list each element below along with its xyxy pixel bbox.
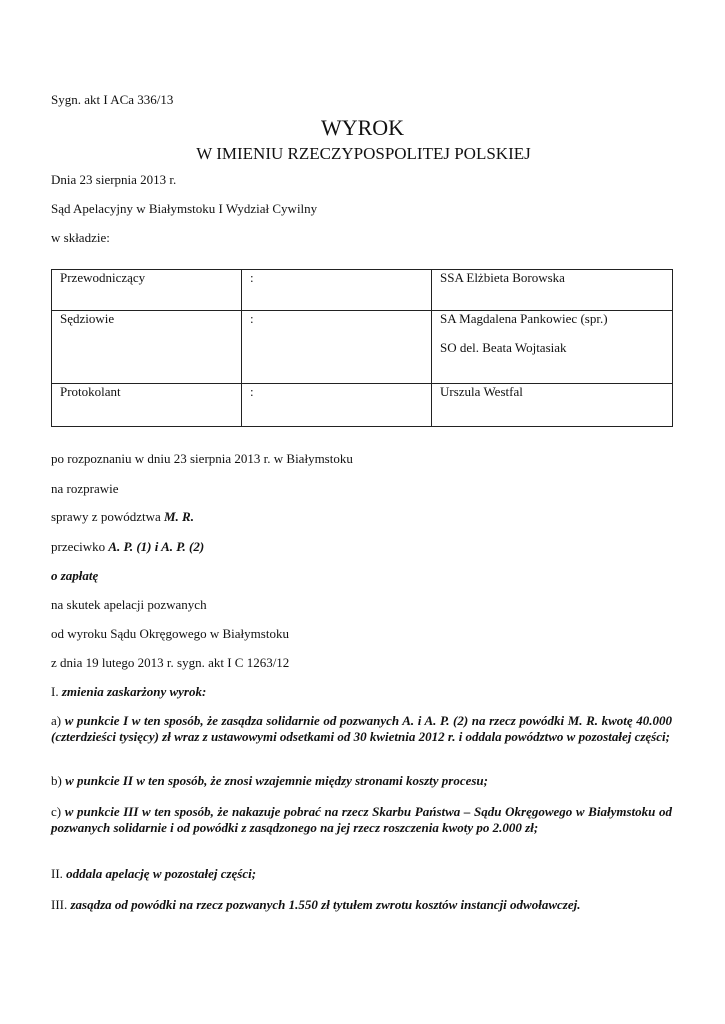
panel-role: Sędziowie — [52, 311, 242, 384]
panel-row — [52, 384, 673, 427]
panel-names — [432, 311, 673, 384]
panel-names — [432, 384, 673, 427]
panel-names — [432, 270, 673, 311]
ruling-number: c) — [51, 804, 65, 819]
panel-separator: : — [242, 270, 432, 311]
panel-table — [51, 269, 673, 427]
case-number: Sygn. akt I ACa 336/13 — [51, 92, 174, 107]
ruling-point-3 — [51, 897, 672, 913]
ruling-text: zmienia zaskarżony wyrok: — [61, 684, 207, 699]
ruling-number: II. — [51, 866, 67, 881]
defendants-names: A. P. (1) i A. P. (2) — [108, 539, 205, 554]
ruling-text: w punkcie II w ten sposób, że znosi wzajemnie między stronami koszty procesu; — [65, 773, 488, 788]
ruling-number: III. — [51, 897, 71, 912]
ruling-text: oddala apelację w pozostałej części; — [66, 866, 257, 881]
ruling-text: w punkcie III w ten sposób, że nakazuje pobrać na rzecz Skarbu Państwa – Sądu Okręgowego w Białymstoku od pozwanych solidarnie i od powódki z zasądzonego na jej rzecz roszczenia kwoty po 2.000 zł; — [51, 804, 672, 835]
appeal-line: na skutek apelacji pozwanych — [51, 597, 207, 612]
document-title: WYROK — [320, 115, 405, 140]
ruling-point-1 — [51, 684, 206, 700]
case-prefix: sprawy z powództwa — [51, 509, 164, 524]
against-prefix: przeciwko — [51, 539, 109, 554]
ruling-number: a) — [51, 713, 65, 728]
case-subject: o zapłatę — [51, 568, 99, 583]
ruling-point-2 — [51, 866, 256, 882]
composition-label: w składzie: — [51, 230, 110, 245]
panel-role: Przewodniczący — [52, 270, 242, 311]
lower-judgment-line: od wyroku Sądu Okręgowego w Białymstoku — [51, 626, 289, 641]
lower-judgment-date: z dnia 19 lutego 2013 r. sygn. akt I C 1263/12 — [51, 655, 290, 670]
ruling-point-b — [51, 773, 488, 789]
ruling-number: b) — [51, 773, 66, 788]
panel-name: SO del. Beata Wojtasiak — [440, 340, 567, 355]
panel-role: Protokolant — [52, 384, 242, 427]
panel-separator: : — [242, 311, 432, 384]
judgment-date: Dnia 23 sierpnia 2013 r. — [51, 172, 177, 187]
ruling-point-c — [51, 804, 672, 836]
defendants-line — [51, 539, 204, 555]
panel-row — [52, 311, 673, 384]
plaintiff-name: M. R. — [164, 509, 194, 524]
case-parties-line — [51, 509, 194, 525]
hearing-line: po rozpoznaniu w dniu 23 sierpnia 2013 r. w Białymstoku — [51, 451, 353, 466]
ruling-number: I. — [51, 684, 62, 699]
panel-name: Urszula Westfal — [440, 384, 523, 399]
ruling-text: zasądza od powódki na rzecz pozwanych 1.550 zł tytułem zwrotu kosztów instancji odwoławczej. — [70, 897, 581, 912]
ruling-text: w punkcie I w ten sposób, że zasądza solidarnie od pozwanych A. i A. P. (2) na rzecz powódki M. R. kwotę 40.000 (czterdzieści tysięcy) zł wraz z ustawowymi odsetkami od 30 kwietnia 2012 r. i oddala powództwo w pozostałej części; — [51, 713, 672, 744]
panel-separator: : — [242, 384, 432, 427]
panel-name: SSA Elżbieta Borowska — [440, 270, 565, 285]
panel-name: SA Magdalena Pankowiec (spr.) — [440, 311, 608, 326]
court-name: Sąd Apelacyjny w Białymstoku I Wydział Cywilny — [51, 201, 318, 216]
hearing-mode: na rozprawie — [51, 481, 119, 496]
document-subtitle: W IMIENIU RZECZYPOSPOLITEJ POLSKIEJ — [196, 144, 531, 163]
ruling-point-a — [51, 713, 672, 745]
panel-row — [52, 270, 673, 311]
